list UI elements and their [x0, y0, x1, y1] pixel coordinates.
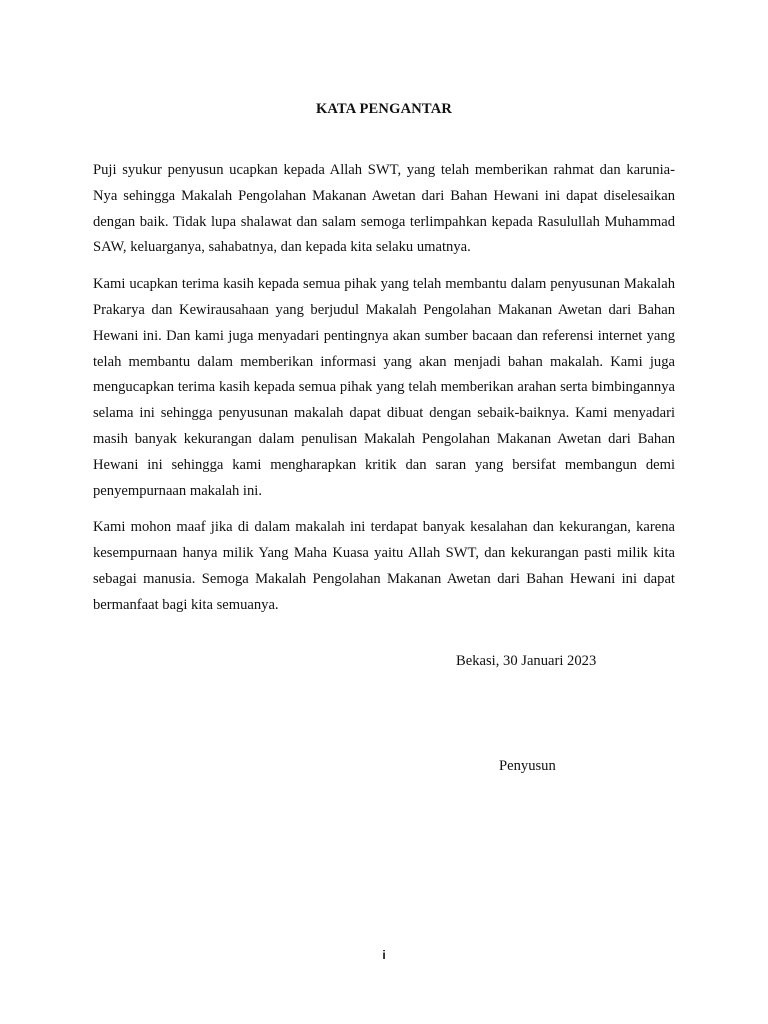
paragraph-1: Puji syukur penyusun ucapkan kepada Allah SWT, yang telah memberikan rahmat dan karunia-Nya sehingga Makalah Pengolahan Makanan Awetan dari Bahan Hewani ini dapat diselesaikan dengan baik. Tidak lupa shalawat dan salam semoga terlimpahkan kepada Rasulullah Muhammad SAW, keluarganya, sahabatnya, dan kepada kita selaku umatnya. [93, 162, 675, 256]
paragraph-3: Kami mohon maaf jika di dalam makalah ini terdapat banyak kesalahan dan kekurangan, karena kesempurnaan hanya milik Yang Maha Kuasa yaitu Allah SWT, dan kekurangan pasti milik kita sebagai manusia. Semoga Makalah Pengolahan Makanan Awetan dari Bahan Hewani ini dapat bermanfaat bagi kita semuanya. [93, 519, 675, 613]
signer-label: Penyusun [499, 758, 556, 774]
paragraph-2: Kami ucapkan terima kasih kepada semua pihak yang telah membantu dalam penyusunan Makalah Prakarya dan Kewirausahaan yang berjudul Makalah Pengolahan Makanan Awetan dari Bahan Hewani ini. Dan kami juga menyadari pentingnya akan sumber bacaan dan referensi internet yang telah membantu dalam memberikan informasi yang akan menjadi bahan makalah. Kami juga mengucapkan terima kasih kepada semua pihak yang telah memberikan arahan serta bimbingannya selama ini sehingga penyusunan makalah dapat dibuat dengan sebaik-baiknya. Kami menyadari masih banyak kekurangan dalam penulisan Makalah Pengolahan Makanan Awetan dari Bahan Hewani ini sehingga kami mengharapkan kritik dan saran yang bersifat membangun demi penyempurnaan makalah ini. [93, 276, 675, 499]
page-title: KATA PENGANTAR [315, 101, 453, 117]
page-number: i [382, 948, 386, 962]
body-text [93, 158, 675, 630]
place-date: Bekasi, 30 Januari 2023 [456, 653, 597, 669]
